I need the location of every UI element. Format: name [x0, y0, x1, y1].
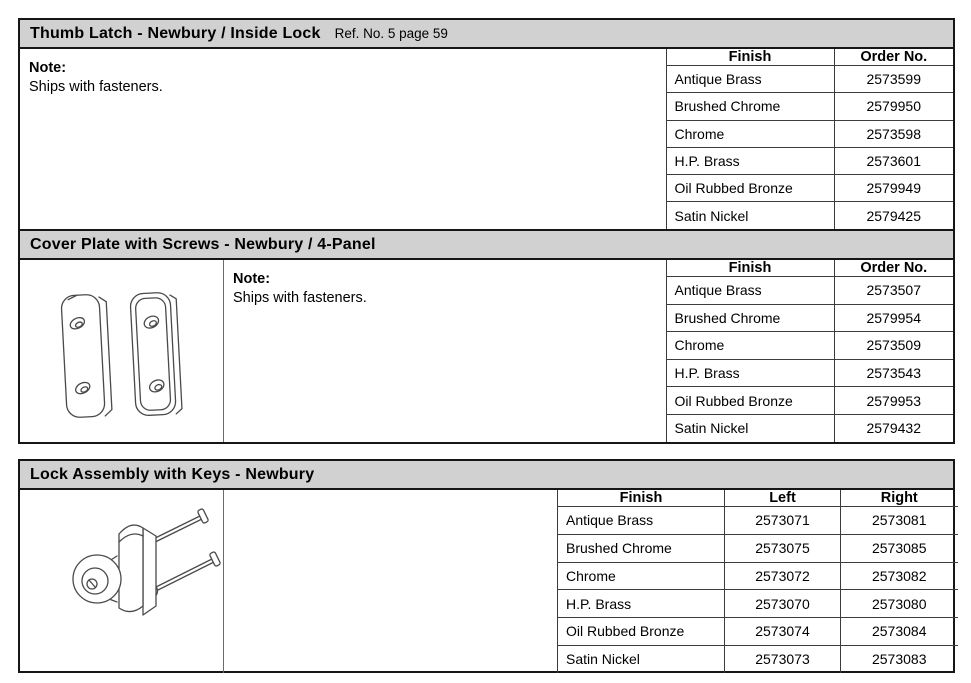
column-header-left: Left: [725, 490, 841, 507]
table-row: [666, 120, 953, 147]
table-header-row: [666, 49, 953, 66]
table-row: [666, 202, 953, 229]
table-row: [666, 304, 953, 332]
finish-cell: Satin Nickel: [666, 202, 834, 229]
order-number-cell: 2573543: [834, 359, 953, 387]
finish-order-table: [666, 49, 954, 229]
finish-cell: Oil Rubbed Bronze: [666, 175, 834, 202]
finish-cell: Satin Nickel: [666, 414, 834, 442]
order-number-cell: 2573082: [841, 562, 958, 590]
section-header-thumb-latch: [20, 20, 953, 49]
lock-assembly-image: [21, 490, 223, 650]
cover-plates-image: [21, 260, 223, 440]
table-row: [558, 534, 958, 562]
note-label: Note:: [29, 60, 67, 76]
finish-cell: Chrome: [666, 332, 834, 360]
order-number-cell: 2573073: [725, 645, 841, 673]
note-cell: [20, 49, 666, 229]
order-number-cell: 2573081: [841, 507, 958, 535]
column-header-finish: Finish: [558, 490, 725, 507]
table-row: [666, 414, 953, 442]
table-row: [558, 562, 958, 590]
cover-plate-content: [20, 260, 953, 442]
column-header-order-no: Order No.: [834, 49, 953, 66]
column-header-finish: Finish: [666, 260, 834, 277]
table-row: [666, 387, 953, 415]
column-header-finish: Finish: [666, 49, 834, 66]
table-row: [558, 618, 958, 646]
order-number-cell: 2573509: [834, 332, 953, 360]
finish-cell: H.P. Brass: [666, 147, 834, 174]
table-row: [558, 645, 958, 673]
note-text: Ships with fasteners.: [29, 79, 163, 95]
table-row: [666, 93, 953, 120]
finish-left-right-table: [557, 490, 958, 673]
order-number-cell: 2579425: [834, 202, 953, 229]
order-number-cell: 2579949: [834, 175, 953, 202]
lock-assembly-content: [20, 490, 953, 673]
order-number-cell: 2573507: [834, 277, 953, 305]
finish-cell: Brushed Chrome: [666, 93, 834, 120]
finish-cell: H.P. Brass: [666, 359, 834, 387]
table-row: [558, 507, 958, 535]
finish-cell: Satin Nickel: [558, 645, 725, 673]
order-number-cell: 2573074: [725, 618, 841, 646]
section-title: Lock Assembly with Keys - Newbury: [30, 465, 315, 483]
cover-plate-illustration: [20, 260, 224, 442]
order-number-cell: 2573599: [834, 66, 953, 93]
finish-cell: Antique Brass: [666, 277, 834, 305]
table-row: [666, 66, 953, 93]
order-number-cell: 2573071: [725, 507, 841, 535]
section-reference: Ref. No. 5 page 59: [334, 26, 448, 41]
note-text: Ships with fasteners.: [233, 290, 367, 306]
finish-cell: Brushed Chrome: [558, 534, 725, 562]
table-header-row: [558, 490, 958, 507]
product-group-bottom: [18, 459, 955, 673]
table-row: [558, 590, 958, 618]
finish-cell: Brushed Chrome: [666, 304, 834, 332]
table-row: [666, 147, 953, 174]
table-row: [666, 277, 953, 305]
section-header-cover-plate: [20, 229, 953, 260]
order-number-cell: 2579950: [834, 93, 953, 120]
lock-assembly-illustration: [20, 490, 224, 673]
finish-cell: Chrome: [558, 562, 725, 590]
finish-cell: Oil Rubbed Bronze: [666, 387, 834, 415]
table-header-row: [666, 260, 953, 277]
table-row: [666, 332, 953, 360]
order-number-cell: 2573083: [841, 645, 958, 673]
finish-cell: Oil Rubbed Bronze: [558, 618, 725, 646]
finish-order-table: [666, 260, 954, 442]
order-number-cell: 2573070: [725, 590, 841, 618]
thumb-latch-content: [20, 49, 953, 229]
finish-cell: Antique Brass: [558, 507, 725, 535]
column-header-order-no: Order No.: [834, 260, 953, 277]
column-header-right: Right: [841, 490, 958, 507]
finish-cell: Antique Brass: [666, 66, 834, 93]
order-number-cell: 2573080: [841, 590, 958, 618]
note-cell: [224, 260, 666, 442]
empty-cell: [224, 490, 557, 673]
finish-cell: Chrome: [666, 120, 834, 147]
section-header-lock-assembly: [20, 461, 953, 490]
table-row: [666, 175, 953, 202]
section-title: Thumb Latch - Newbury / Inside Lock: [30, 24, 321, 42]
order-number-cell: 2573601: [834, 147, 953, 174]
note-label: Note:: [233, 271, 271, 287]
order-number-cell: 2573072: [725, 562, 841, 590]
order-number-cell: 2573598: [834, 120, 953, 147]
order-number-cell: 2579953: [834, 387, 953, 415]
section-title: Cover Plate with Screws - Newbury / 4-Panel: [30, 235, 376, 253]
order-number-cell: 2579432: [834, 414, 953, 442]
finish-cell: H.P. Brass: [558, 590, 725, 618]
product-group-top: [18, 18, 955, 444]
order-number-cell: 2573085: [841, 534, 958, 562]
table-row: [666, 359, 953, 387]
order-number-cell: 2579954: [834, 304, 953, 332]
order-number-cell: 2573084: [841, 618, 958, 646]
order-number-cell: 2573075: [725, 534, 841, 562]
